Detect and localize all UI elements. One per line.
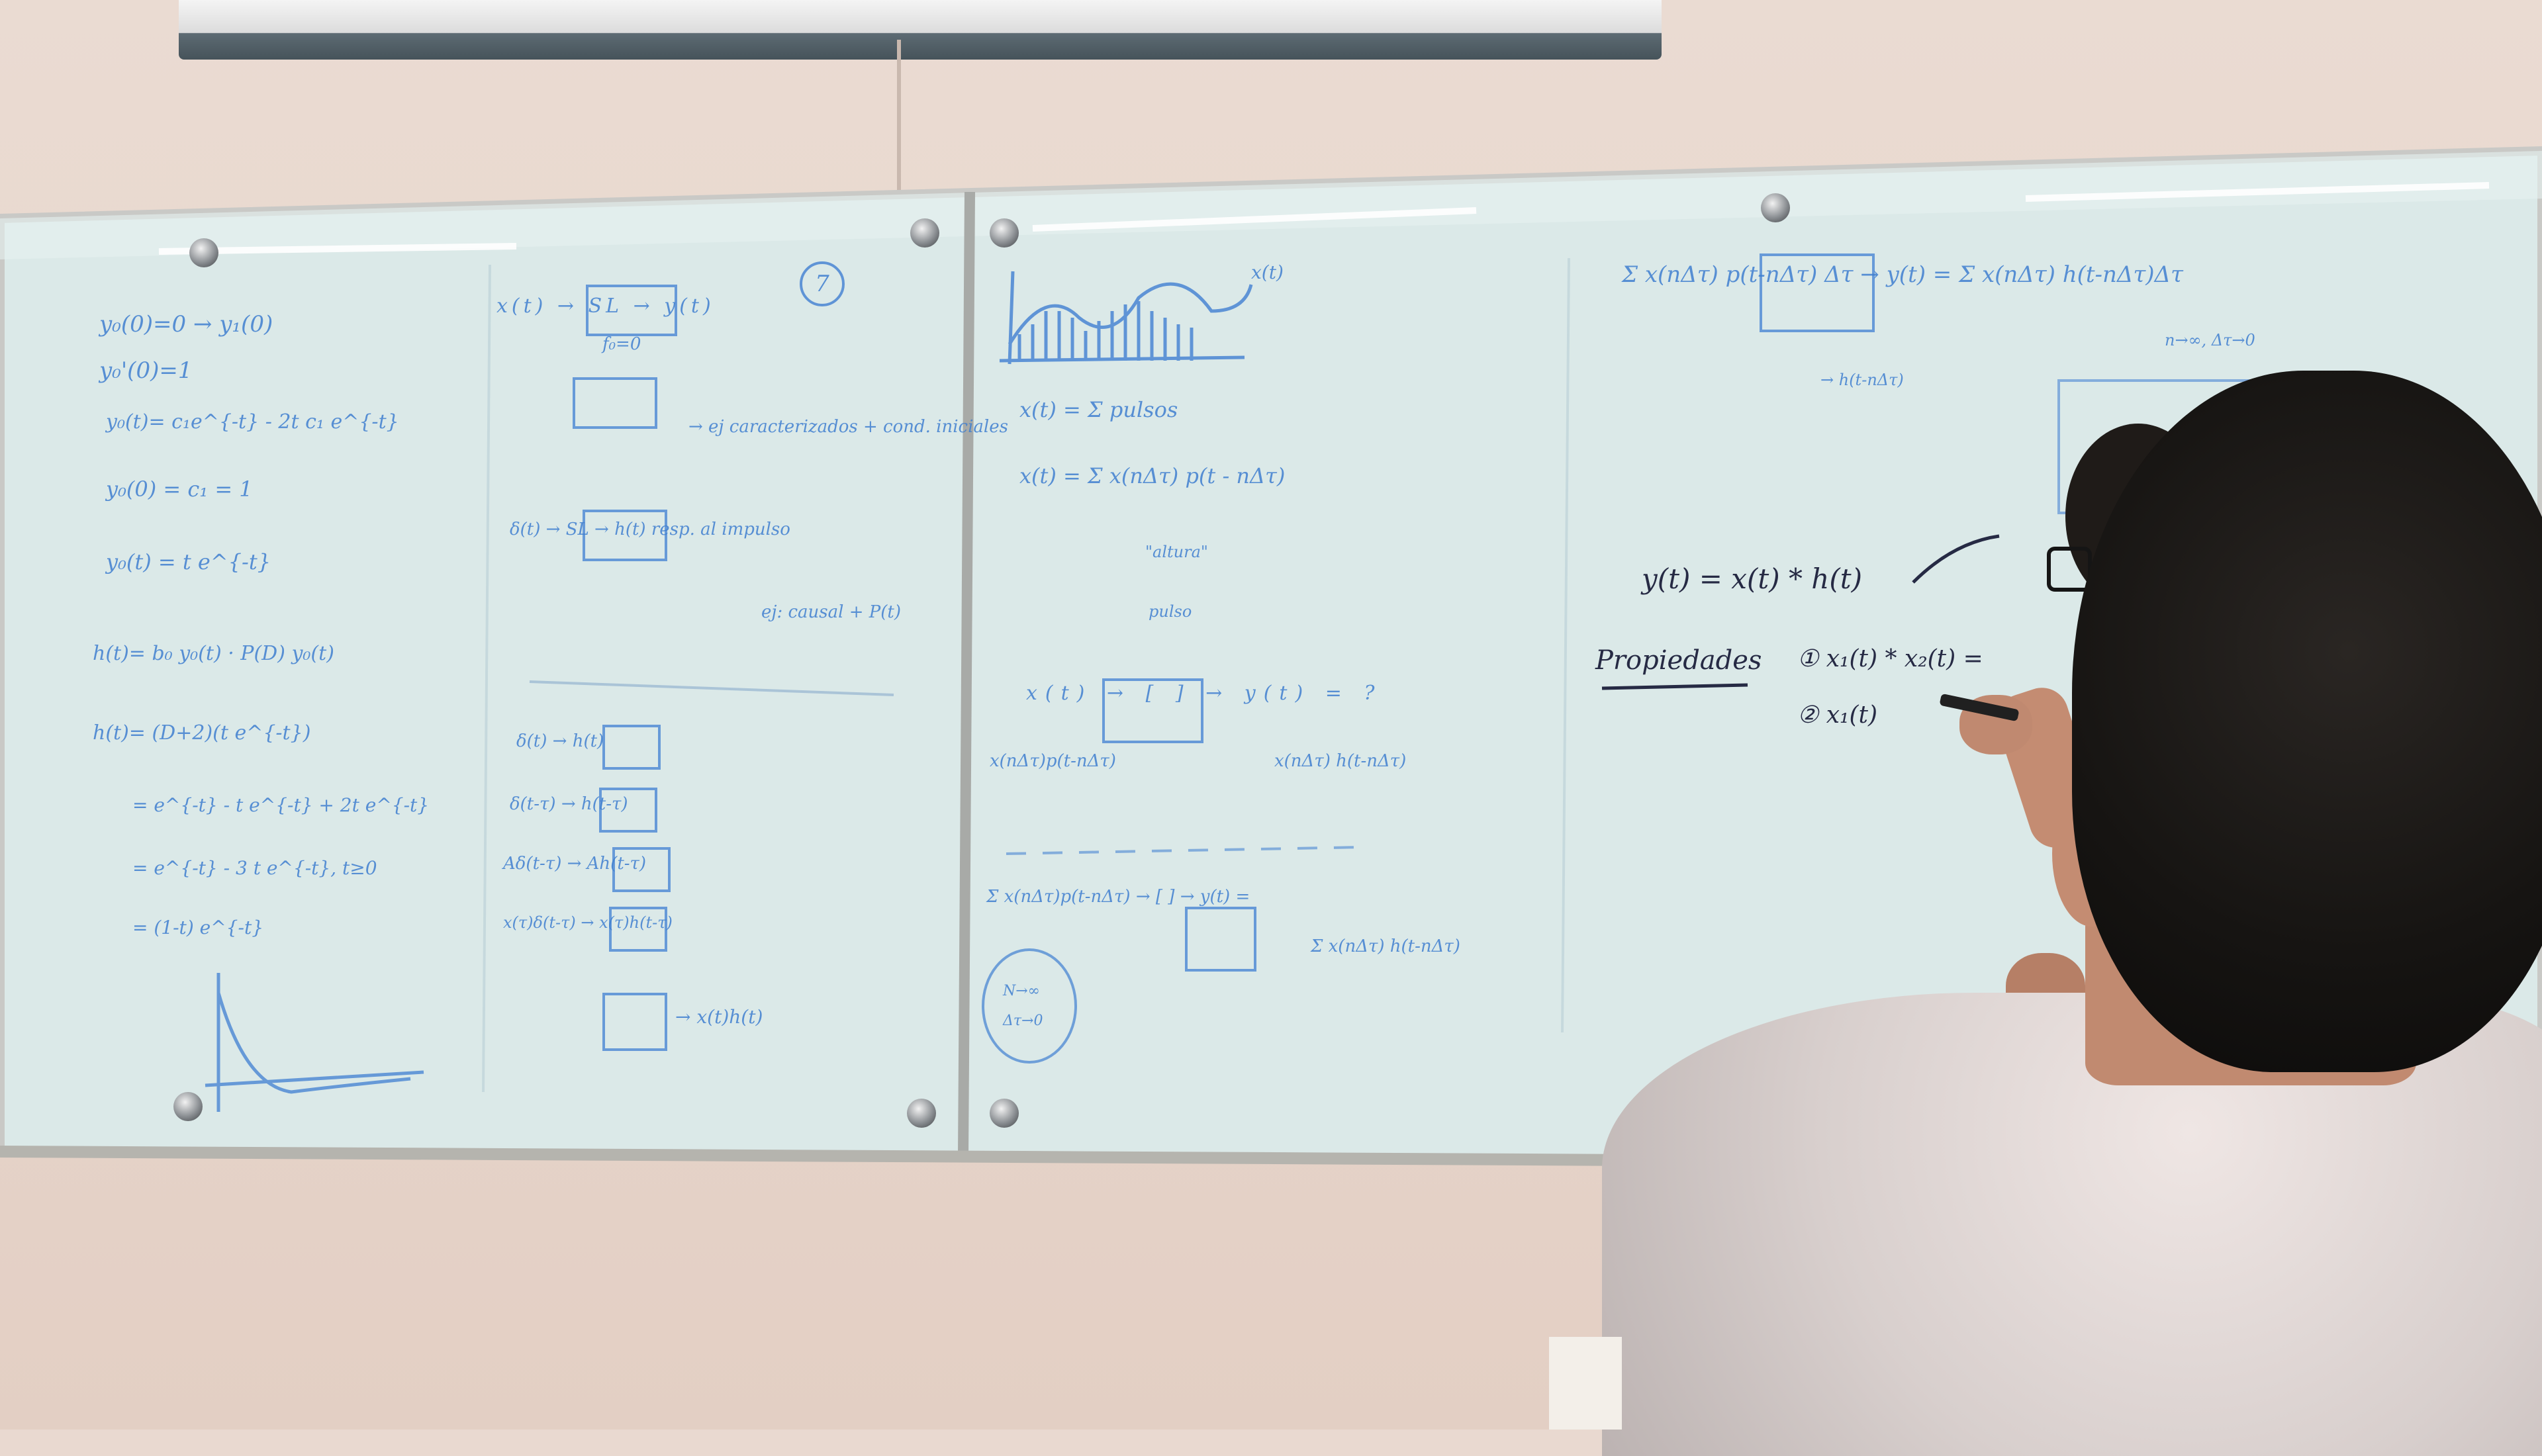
properties-heading: Propiedades [1595, 645, 1762, 676]
paper-sheet [1549, 1337, 1622, 1430]
note-line: y₀(t) = t e^{-t} [106, 549, 271, 574]
note-line: x(τ)δ(t-τ) → x(τ)h(t-τ) [503, 913, 673, 932]
note-line: Δτ→0 [1003, 1013, 1043, 1029]
note-line: f₀=0 [602, 334, 641, 354]
note-line: δ(t) → h(t) [516, 731, 604, 751]
note-line: ej: causal + P(t) [761, 602, 901, 622]
note-line: y₀(0)=0 → y₁(0) [99, 311, 273, 338]
magnet-bottom-left [173, 1092, 203, 1121]
note-line: Σ x(nΔτ)p(t-nΔτ) → [ ] → y(t) = [986, 887, 1250, 907]
note-line: h(t)= (D+2)(t e^{-t}) [93, 721, 311, 745]
note-line: n→∞, Δτ→0 [2165, 331, 2255, 349]
note-line: x(t) = Σ pulsos [1019, 397, 1178, 422]
note-line: = e^{-t} - t e^{-t} + 2t e^{-t} [132, 794, 430, 816]
note-line: δ(t-τ) → h(t-τ) [510, 794, 628, 814]
note-line: → x(t)h(t) [675, 1006, 763, 1028]
magnet-top-right [1761, 193, 1790, 222]
note-line: Aδ(t-τ) → Ah(t-τ) [503, 854, 647, 874]
note-line: Σ x(nΔτ) p(t-nΔτ) Δτ → y(t) = Σ x(nΔτ) h(t-nΔτ)Δτ [1622, 261, 2183, 288]
note-line: y₀(0) = c₁ = 1 [106, 477, 253, 502]
note-line: → ej caracterizados + cond. iniciales [688, 417, 1008, 437]
system-box-8 [602, 993, 667, 1051]
note-line: → h(t-nΔτ) [1820, 371, 1904, 389]
note-line: pulso [1149, 602, 1192, 621]
note-line: Σ x(nΔτ) h(t-nΔτ) [1311, 936, 1460, 956]
magnet-top-mid [910, 218, 939, 248]
system-box-2 [573, 377, 657, 429]
magnet-top-left [189, 238, 218, 267]
note-line: x(nΔτ) h(t-nΔτ) [1274, 751, 1407, 771]
magnet-bottom-mid [907, 1099, 936, 1128]
magnet-bottom-mid2 [990, 1099, 1019, 1128]
axis-label: x(t) [1251, 261, 1284, 283]
note-line: N→∞ [1003, 983, 1041, 999]
property-1: ① x₁(t) * x₂(t) = [1797, 645, 1983, 672]
circled-number: 7 [800, 261, 845, 306]
note-line: x(t) → [ ] → y(t) = ? [1026, 682, 1383, 705]
convolution-equation: y(t) = x(t) * h(t) [1642, 563, 1863, 595]
note-line: y₀'(0)=1 [99, 357, 193, 384]
note-line: x(t) = Σ x(nΔτ) p(t - nΔτ) [1019, 463, 1286, 488]
system-box-10 [1185, 907, 1256, 972]
note-line: "altura" [1145, 543, 1208, 561]
note-line: δ(t) → SL → h(t) resp. al impulso [510, 520, 790, 539]
note-line: y₀(t)= c₁e^{-t} - 2t c₁ e^{-t} [106, 410, 399, 433]
property-2: ② x₁(t) [1797, 702, 1878, 729]
note-line: h(t)= b₀ y₀(t) · P(D) y₀(t) [93, 642, 334, 665]
magnet-top-mid2 [990, 218, 1019, 248]
note-line: x(nΔτ)p(t-nΔτ) [990, 751, 1116, 771]
note-line: x(t) → SL → y(t) [496, 295, 715, 318]
person-head [2072, 371, 2542, 1072]
note-line: = (1-t) e^{-t} [132, 917, 264, 938]
note-line: = e^{-t} - 3 t e^{-t}, t≥0 [132, 857, 377, 879]
system-box-4 [602, 725, 661, 770]
